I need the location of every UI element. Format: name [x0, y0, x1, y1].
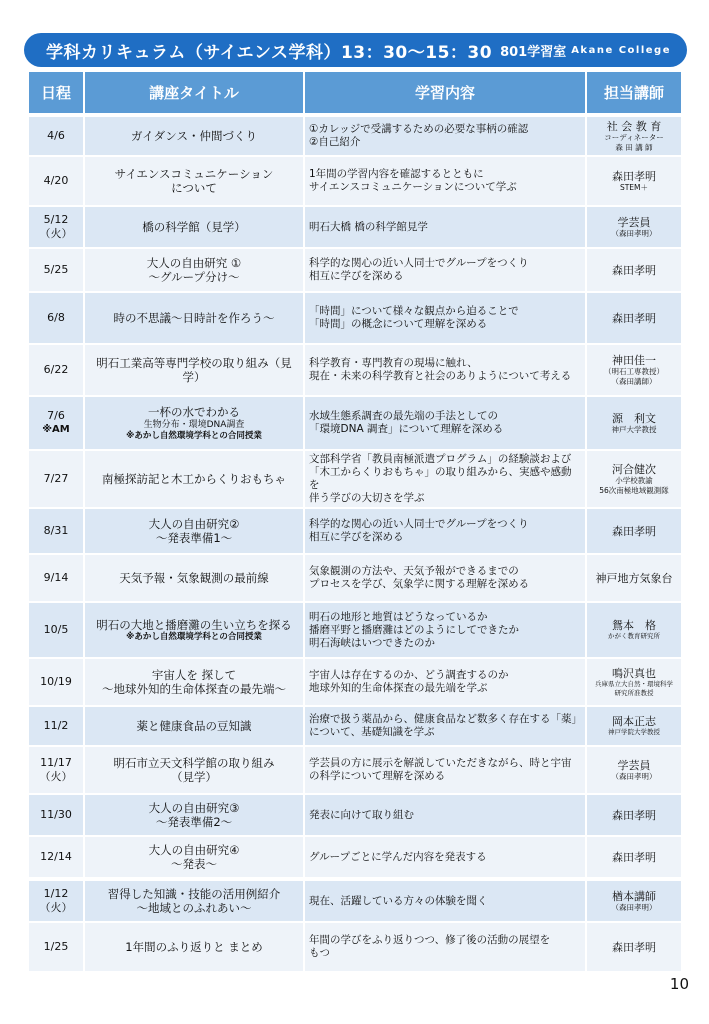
- session-content-cell: [305, 509, 587, 555]
- session-content-cell: [305, 397, 587, 451]
- session-content-cell: [305, 345, 587, 397]
- session-instructor: 楢本講師: [612, 889, 656, 903]
- session-date: 1/12: [43, 887, 69, 900]
- session-time-note: ※AM: [42, 424, 70, 435]
- table-header: [29, 72, 681, 115]
- session-title: 1年間のふり返りと まとめ: [125, 940, 263, 954]
- joint-class-note: ※あかし自然環境学科との合同授業: [126, 631, 262, 642]
- session-date-cell: [29, 293, 85, 345]
- session-date-cell: [29, 923, 85, 973]
- session-instructor: 神戸大学教授: [611, 424, 657, 434]
- session-content-cell: [305, 923, 587, 973]
- session-date: 4/20: [43, 174, 69, 187]
- session-instructor: （森田孝明）: [611, 771, 657, 781]
- session-date-cell: [29, 707, 85, 747]
- session-instructor-cell: [587, 603, 681, 659]
- session-content-cell: [305, 837, 587, 879]
- session-date: 12/14: [40, 850, 72, 863]
- table-row: [29, 117, 681, 157]
- session-instructor-cell: [587, 509, 681, 555]
- session-title: 宇宙人を 探して: [151, 668, 237, 682]
- session-date-cell: [29, 207, 85, 249]
- column-header-content: 学習内容: [305, 72, 587, 115]
- session-instructor-cell: [587, 747, 681, 795]
- session-content: プロセスを学び、気象学に関する理解を深める: [309, 578, 530, 590]
- table-row: [29, 555, 681, 603]
- session-content-cell: [305, 747, 587, 795]
- session-instructor-affiliation: 研究所准教授: [614, 688, 654, 697]
- session-title: サイエンスコミュニケーション: [114, 167, 274, 181]
- session-instructor-cell: [587, 345, 681, 397]
- session-instructor: 学芸員: [617, 758, 651, 772]
- session-instructor-cell: [587, 397, 681, 451]
- session-title-cell: [85, 509, 305, 555]
- table-row: [29, 923, 681, 973]
- session-instructor: 神戸地方気象台: [595, 571, 673, 585]
- session-content-cell: [305, 451, 587, 509]
- session-content: グループごとに学んだ内容を発表する: [309, 850, 487, 863]
- session-content: 気象観測の方法や、天気予報ができるまでの: [309, 565, 519, 577]
- session-title-cell: [85, 293, 305, 345]
- schedule-group-2: [29, 509, 681, 879]
- session-content-cell: [305, 555, 587, 603]
- session-title: 薬と健康食品の豆知識: [136, 719, 252, 733]
- session-title: 橋の科学館（見学）: [142, 220, 246, 234]
- column-header-date: 日程: [29, 72, 85, 115]
- session-instructor: （明石工専教授）: [604, 366, 664, 376]
- session-title-cell: [85, 117, 305, 157]
- session-instructor: STEM＋: [619, 182, 649, 192]
- session-content: 科学的な関心の近い人同士でグループをつくり: [309, 518, 529, 530]
- session-date-cell: [29, 659, 85, 707]
- session-content: サイエンスコミュニケーションについて学ぶ: [309, 181, 517, 193]
- session-date-cell: [29, 509, 85, 555]
- session-date: 7/27: [43, 472, 69, 485]
- session-content: 明石の地形と地質はどうなっているか: [309, 610, 488, 623]
- session-title-cell: [85, 249, 305, 293]
- session-title: 南極探訪記と木工からくりおもちゃ: [102, 472, 286, 486]
- session-content: 相互に学びを深める: [309, 270, 404, 282]
- session-date-cell: [29, 837, 85, 879]
- schedule-group-1: [29, 117, 681, 509]
- session-content-cell: [305, 603, 587, 659]
- session-instructor: 鳴沢真也: [612, 666, 656, 680]
- session-content: 「時間」について様々な観点から迫ることで: [309, 305, 519, 317]
- session-instructor: 神田佳一: [612, 353, 656, 367]
- session-instructor: 56次南極地域観測隊: [599, 485, 669, 495]
- session-instructor: 学芸員: [617, 215, 651, 229]
- session-instructor-cell: [587, 837, 681, 879]
- session-date: （火）: [39, 901, 73, 914]
- table-row: [29, 207, 681, 249]
- table-row: [29, 345, 681, 397]
- session-subtitle: 生物分布・環境DNA調査: [143, 419, 245, 430]
- table-row: [29, 659, 681, 707]
- table-row: [29, 795, 681, 837]
- session-date: 10/5: [43, 623, 69, 636]
- session-instructor: （森田孝明）: [611, 902, 657, 912]
- session-title-cell: [85, 451, 305, 509]
- session-instructor-affiliation: 神戸学院大学教授: [608, 728, 660, 736]
- session-content: について、基礎知識を学ぶ: [309, 726, 435, 738]
- session-title: について: [171, 181, 217, 195]
- table-row: [29, 747, 681, 795]
- session-title-cell: [85, 837, 305, 879]
- session-instructor: 森田孝明: [612, 524, 656, 538]
- session-title-cell: [85, 345, 305, 397]
- session-instructor-cell: [587, 555, 681, 603]
- session-date: 5/25: [43, 263, 69, 276]
- session-date: 11/30: [40, 808, 72, 821]
- session-content: ②自己紹介: [309, 136, 361, 148]
- session-date-cell: [29, 249, 85, 293]
- session-title-cell: [85, 747, 305, 795]
- session-content: 治療で扱う薬品から、健康食品など数多く存在する「薬」: [309, 713, 582, 725]
- session-title: 〜発表準備1〜: [155, 531, 233, 545]
- table-row: [29, 397, 681, 451]
- session-instructor: （森田講師）: [611, 376, 657, 386]
- table-row: [29, 249, 681, 293]
- session-title: 一杯の水でわかる: [148, 404, 240, 419]
- session-content: 科学教育・専門教育の現場に触れ、: [309, 357, 478, 369]
- session-instructor-cell: [587, 923, 681, 973]
- session-content: 科学的な関心の近い人同士でグループをつくり: [309, 257, 529, 269]
- session-instructor: 小学校教諭: [615, 475, 653, 485]
- session-instructor: 森田孝明: [612, 263, 656, 277]
- session-instructor-cell: [587, 707, 681, 747]
- session-date: 4/6: [47, 129, 65, 142]
- session-title: 大人の自由研究②: [148, 517, 240, 531]
- session-date-cell: [29, 397, 85, 451]
- session-title: 天気予報・気象観測の最前線: [119, 571, 269, 585]
- session-content: 「環境DNA 調査」について理解を深める: [309, 423, 504, 435]
- session-content: の科学について理解を深める: [309, 770, 446, 782]
- session-instructor: 森 田 講 師: [615, 142, 653, 152]
- session-instructor-cell: [587, 249, 681, 293]
- session-date: 6/8: [47, 311, 65, 324]
- session-content: 学芸員の方に展示を解説していただきながら、時と宇宙: [309, 757, 572, 769]
- session-date-cell: [29, 117, 85, 157]
- session-content: 「木工からくりおもちゃ」の取り組みから、実感や感動を: [309, 466, 572, 491]
- session-instructor-cell: [587, 293, 681, 345]
- session-title: 大人の自由研究③: [148, 801, 240, 815]
- session-content: 水域生態系調査の最先端の手法としての: [309, 410, 498, 422]
- session-title: ガイダンス・仲間づくり: [131, 129, 257, 143]
- session-content-cell: [305, 795, 587, 837]
- session-instructor-cell: [587, 117, 681, 157]
- session-date-cell: [29, 345, 85, 397]
- session-content-cell: [305, 707, 587, 747]
- session-date: 8/31: [43, 524, 69, 537]
- session-content-cell: [305, 157, 587, 207]
- table-row: [29, 293, 681, 345]
- table-row: [29, 451, 681, 509]
- session-content: 明石海峡はいつできたのか: [309, 636, 435, 649]
- page-number: 10: [669, 975, 689, 993]
- session-title: 大人の自由研究④: [148, 843, 240, 857]
- session-instructor-cell: [587, 881, 681, 923]
- session-date-cell: [29, 451, 85, 509]
- session-content-cell: [305, 207, 587, 249]
- session-content: 地球外知的生命体探査の最先端を学ぶ: [309, 682, 488, 694]
- session-title-cell: [85, 795, 305, 837]
- session-date-cell: [29, 747, 85, 795]
- header-banner: [24, 33, 687, 67]
- session-content-cell: [305, 659, 587, 707]
- column-header-title: 講座タイトル: [85, 72, 305, 115]
- session-content: 年間の学びをふり返りつつ、修了後の活動の展望を: [309, 934, 551, 946]
- session-date-cell: [29, 795, 85, 837]
- session-date: 9/14: [43, 571, 69, 584]
- session-title-cell: [85, 157, 305, 207]
- session-title: 大人の自由研究 ①: [146, 256, 242, 270]
- session-title: 〜発表〜: [171, 857, 217, 871]
- session-instructor: 岡本正志: [612, 715, 656, 728]
- session-instructor-cell: [587, 451, 681, 509]
- session-date: （火）: [39, 770, 73, 783]
- session-title: 〜地球外知的生命体探査の最先端〜: [102, 682, 286, 696]
- session-content: 発表に向けて取り組む: [309, 808, 414, 821]
- schedule-group-3: [29, 881, 681, 973]
- room-label: 801学習室: [500, 44, 567, 60]
- session-title: 時の不思議〜日時計を作ろう〜: [113, 311, 275, 325]
- session-instructor: 森田孝明: [612, 169, 656, 183]
- session-content: 現在・未来の科学教育と社会のありようについて考える: [309, 370, 572, 382]
- brand-label: Akane College: [571, 44, 671, 56]
- session-instructor: 鴛本 格: [612, 619, 656, 632]
- session-title-cell: [85, 207, 305, 249]
- session-title: 明石市立天文科学館の取り組み: [113, 756, 275, 770]
- session-instructor-cell: [587, 659, 681, 707]
- session-instructor: 森田孝明: [612, 850, 656, 864]
- session-title: 明石の大地と播磨灘の生い立ちを探る: [96, 617, 292, 632]
- session-instructor: 源 利文: [612, 411, 656, 425]
- table-row: [29, 881, 681, 923]
- session-instructor-cell: [587, 157, 681, 207]
- session-content: 1年間の学習内容を確認するとともに: [309, 168, 484, 180]
- session-content: 現在、活躍している方々の体験を聞く: [309, 894, 488, 907]
- session-date: 10/19: [40, 675, 72, 688]
- session-title: 〜発表準備2〜: [155, 815, 233, 829]
- session-title-cell: [85, 659, 305, 707]
- session-date: 7/6: [47, 409, 65, 422]
- session-date-cell: [29, 603, 85, 659]
- session-date-cell: [29, 157, 85, 207]
- session-instructor-cell: [587, 795, 681, 837]
- session-instructor: 社 会 教 育: [606, 119, 662, 133]
- session-date: 1/25: [43, 940, 69, 953]
- session-instructor: コーディネーター: [604, 132, 664, 142]
- session-title: 〜グループ分け〜: [148, 270, 240, 284]
- session-date: 11/2: [43, 719, 69, 732]
- session-content: 「時間」の概念について理解を深める: [309, 318, 488, 330]
- session-title: 習得した知識・技能の活用例紹介: [107, 887, 281, 901]
- session-instructor: 森田孝明: [612, 311, 656, 325]
- column-header-instructor: 担当講師: [587, 72, 681, 115]
- session-title-cell: [85, 397, 305, 451]
- session-instructor: 森田孝明: [612, 940, 656, 954]
- session-date: 11/17: [40, 756, 72, 769]
- session-date-cell: [29, 555, 85, 603]
- session-title-cell: [85, 707, 305, 747]
- session-instructor-cell: [587, 207, 681, 249]
- joint-class-note: ※あかし自然環境学科との合同授業: [126, 430, 262, 441]
- session-content-cell: [305, 293, 587, 345]
- session-date: 6/22: [43, 363, 69, 376]
- session-instructor-affiliation: かがく教育研究所: [608, 632, 660, 640]
- session-title-cell: [85, 603, 305, 659]
- session-content: 文部科学省「教員南極派遣プログラム」の経験談および: [309, 453, 572, 465]
- session-content: もつ: [309, 947, 330, 959]
- session-title: 〜地域とのふれあい〜: [136, 901, 252, 915]
- session-title: 明石工業高等専門学校の取り組み（見学）: [96, 356, 292, 384]
- session-date: （火）: [39, 227, 73, 240]
- session-content: 相互に学びを深める: [309, 531, 404, 543]
- table-row: [29, 837, 681, 879]
- session-content-cell: [305, 249, 587, 293]
- session-instructor: （森田孝明）: [611, 228, 657, 238]
- session-content: 伴う学びの大切さを学ぶ: [309, 492, 425, 504]
- session-instructor: 森田孝明: [612, 808, 656, 822]
- session-title-cell: [85, 923, 305, 973]
- table-row: [29, 509, 681, 555]
- session-content: ①カレッジで受講するための必要な事柄の確認: [309, 123, 529, 135]
- session-content-cell: [305, 881, 587, 923]
- session-date-cell: [29, 881, 85, 923]
- session-content-cell: [305, 117, 587, 157]
- curriculum-title: 学科カリキュラム（サイエンス学科）13：30〜15：30: [46, 42, 493, 63]
- session-content: 宇宙人は存在するのか、どう調査するのか: [309, 669, 509, 681]
- table-row: [29, 157, 681, 207]
- session-title: （見学）: [171, 770, 217, 784]
- session-title-cell: [85, 881, 305, 923]
- session-content: 明石大橋 橋の科学館見学: [309, 220, 428, 233]
- session-title-cell: [85, 555, 305, 603]
- session-content: 播磨平野と播磨灘はどのようにしてできたか: [309, 623, 519, 636]
- session-date: 5/12: [43, 213, 69, 226]
- session-instructor: 河合健次: [612, 462, 656, 476]
- table-row: [29, 707, 681, 747]
- session-instructor-affiliation: 兵庫県立大自然・環境科学: [595, 679, 673, 688]
- table-row: [29, 603, 681, 659]
